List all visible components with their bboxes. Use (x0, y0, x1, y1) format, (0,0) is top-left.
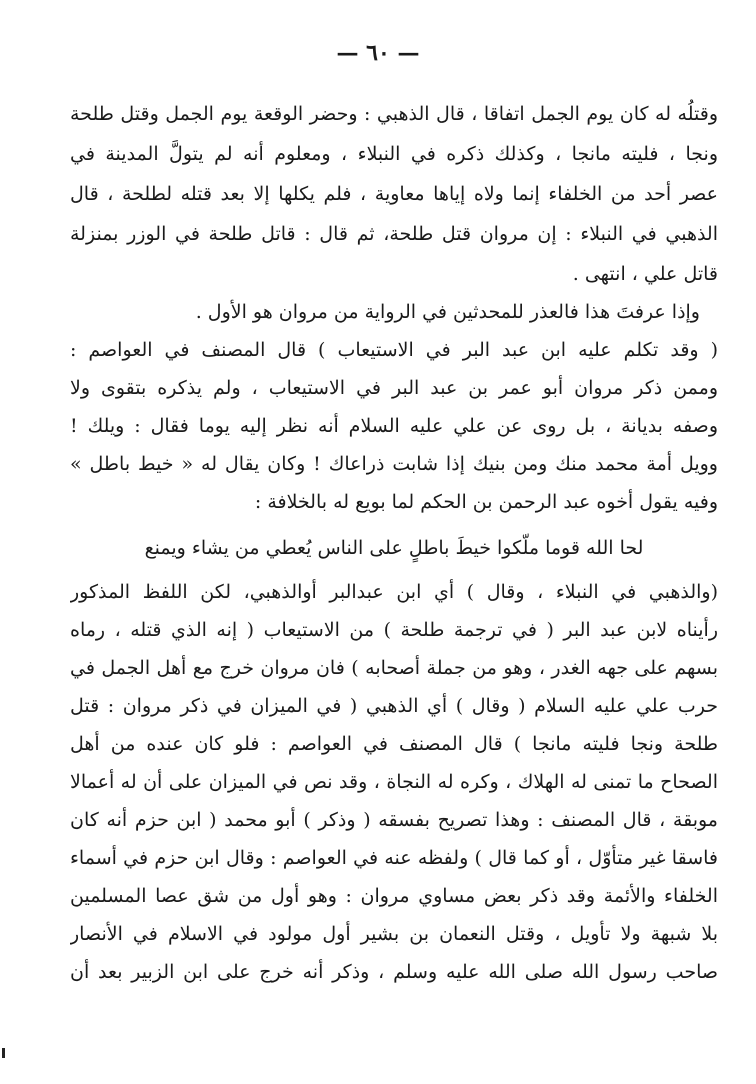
text-line: رأيناه لابن عبد البر ( في ترجمة طلحة ) من الاستيعاب ( إنه الذي قتله ، رماه (70, 619, 718, 641)
text-line: حرب علي عليه السلام ( وقال ) أي الذهبي ( في الميزان في ذكر مروان : قتل (70, 695, 718, 717)
text-line: الذهبي في النبلاء : إن مروان قتل طلحة، ثم قال : قاتل طلحة في الوزر بمنزلة (70, 223, 718, 245)
text-line: بسهم على جهه الغدر ، وهو من جملة أصحابه ) فان مروان خرج مع أهل الجمل في (70, 657, 718, 679)
text-line: (والذهبي في النبلاء ، وقال ) أي ابن عبدالبر أوالذهبي، لكن اللفظ المذكور (70, 581, 718, 603)
text-line: فاسقا غير متأوّل ، أو كما قال ) ولفظه عنه في العواصم : وقال ابن حزم في أسماء (70, 847, 718, 869)
text-line: وإذا عرفتَ هذا فالعذر للمحدثين في الرواية من مروان هو الأول . (195, 301, 700, 323)
page-number: — ٦٠ — (336, 40, 420, 66)
text-line: وقتلُه له كان يوم الجمل اتفاقا ، قال الذهبي : وحضر الوقعة يوم الجمل وقتل طلحة (70, 103, 718, 125)
text-line: الصحاح ما تمنى له الهلاك ، وكره له النجاة ، وقد نص في الميزان على أن له أعمالا (70, 771, 718, 793)
scan-mark (2, 1048, 5, 1058)
text-line: موبقة ، قال المصنف : وهذا تصريح بفسقه ( وذكر ) أبو محمد ( ابن حزم أنه كان (70, 809, 718, 831)
text-line: وممن ذكر مروان أبو عمر بن عبد البر في الاستيعاب ، ولم يذكره بتقوى ولا (70, 377, 718, 399)
text-line: طلحة ونجا فليته مانجا ) قال المصنف في العواصم : فلو كان عنده من أهل (70, 733, 718, 755)
text-line: صاحب رسول الله صلى الله عليه وسلم ، وذكر أنه خرج على ابن الزبير بعد أن (70, 961, 718, 983)
verse-line: لحا الله قوما ملّكوا خيطَ باطلٍ على الناس يُعطي من يشاء ويمنع (144, 537, 644, 559)
text-line: عصر أحد من الخلفاء إنما ولاه إياها معاوية ، فلم يكلها إلا بعد قتله لطلحة ، قال (70, 183, 718, 205)
text-line: وويل أمة محمد منك ومن بنيك إذا شابت ذراعاك ! وكان يقال له « خيط باطل » (70, 453, 718, 475)
text-line: ( وقد تكلم عليه ابن عبد البر في الاستيعاب ) قال المصنف في العواصم : (70, 339, 718, 361)
text-line: وفيه يقول أخوه عبد الرحمن بن الحكم لما بويع له بالخلافة : (254, 491, 718, 513)
text-line: بلا شبهة ولا تأويل ، وقتل النعمان بن بشير أول مولود في الاسلام في الأنصار (70, 923, 718, 945)
text-line: وصفه بديانة ، بل روى عن علي عليه السلام أنه نظر إليه يوما فقال : ويلك ! (70, 415, 718, 437)
text-line: الخلفاء والأئمة وقد ذكر بعض مساوي مروان : وهو أول من شق عصا المسلمين (70, 885, 718, 907)
text-line: ونجا ، فليته مانجا ، وكذلك ذكره في النبلاء ، ومعلوم أنه لم يتولَّ المدينة في (70, 143, 718, 165)
text-line: قاتل علي ، انتهى . (572, 263, 718, 285)
